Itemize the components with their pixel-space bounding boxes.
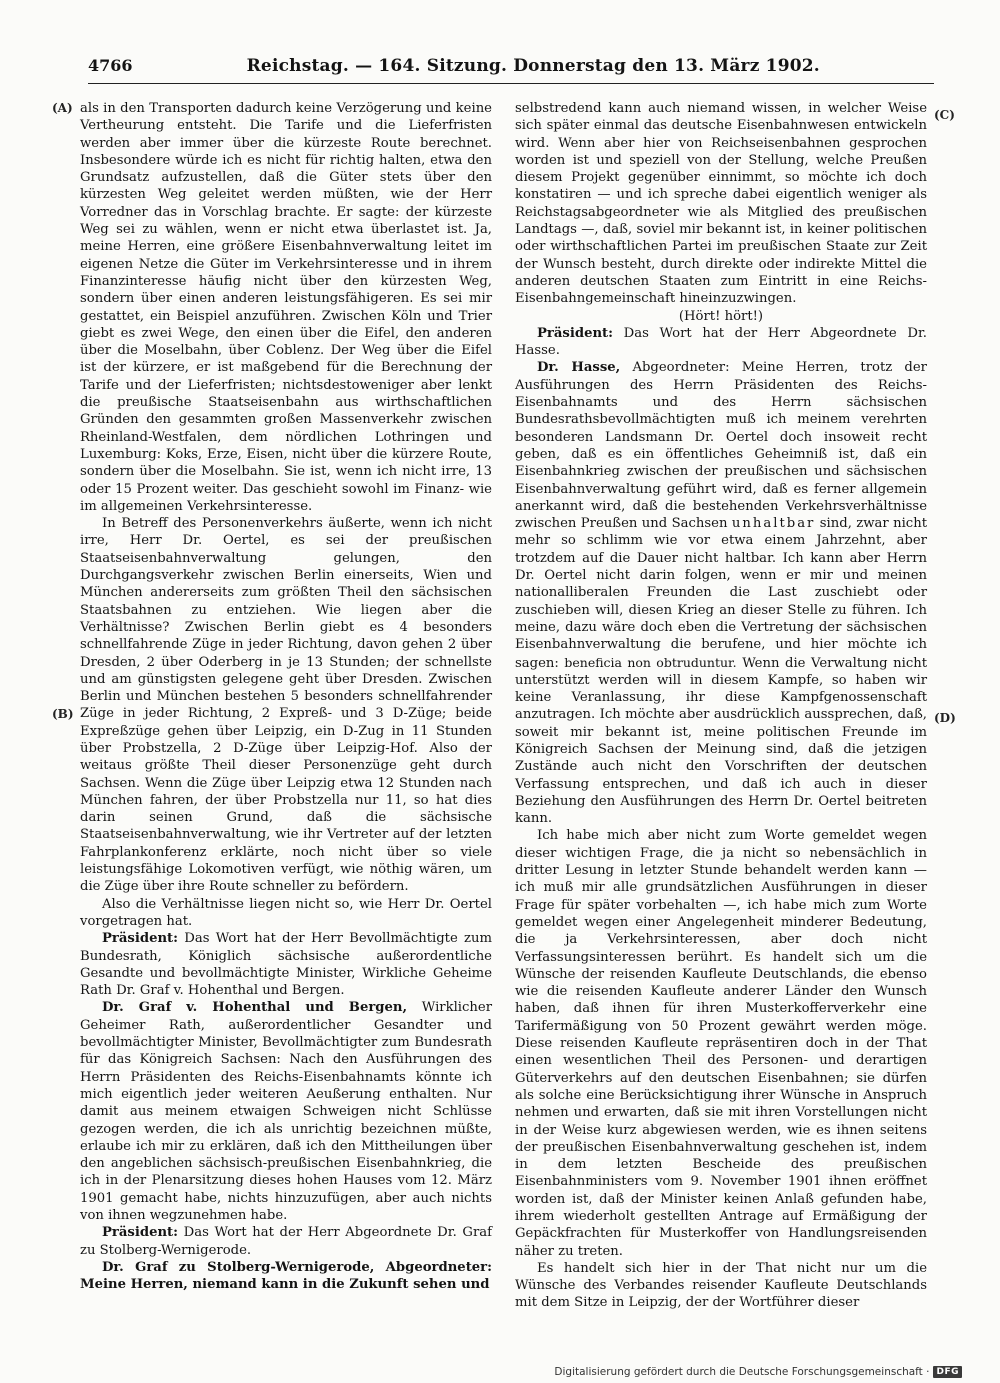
page-header xyxy=(88,56,934,86)
speech-paragraph xyxy=(80,930,492,999)
speech-text: Wenn die Verwaltung nicht unterstützt werden will in diesem Kampfe, so haben wir keine Veranlassung, ihr diese Kampfgenossenschaft anzutragen. Ich möchte aber ausdrücklich aussprechen, daß, soweit mir bekannt ist, meine politischen Freunde im Königreich Sachsen der Meinung sind, daß die jetzigen Zustände auch nicht den Vorschriften der deutschen Verfassung entsprechen, und daß ich auch in dieser Beziehung den Ausführungen des Herrn Dr. Oertel beitreten kann. xyxy=(515,655,927,827)
margin-marker-a: (A) xyxy=(52,101,73,115)
latin-phrase: beneficia non obtruduntur. xyxy=(564,654,737,670)
spaced-emphasis: unhaltbar xyxy=(731,516,816,532)
speech-paragraph xyxy=(515,325,927,360)
page-number: 4766 xyxy=(88,56,133,75)
speech-paragraph xyxy=(515,359,927,827)
header-rule xyxy=(88,83,934,84)
speech-text: Abgeordneter: Meine Herren, trotz der Ausführungen des Herrn Präsidenten des Reichs-Eisenbahnamts und des Herrn sächsischen Bundesrathsbevollmächtigten muß ich meinem verehrten besonderen Landsmann Dr. Oertel doch insoweit recht geben, daß es ein öffentliches Geheimniß ist, daß ein Eisenbahnkrieg zwischen der preußischen und sächsischen Eisenbahnverwaltung geführt wird, daß es ferner allgemein anerkannt wird, daß die bestehenden Verkehrsverhältnisse zwischen Preußen und Sachsen xyxy=(515,360,927,532)
speech-paragraph xyxy=(80,1259,492,1294)
paragraph: selbstredend kann auch niemand wissen, in welcher Weise sich später einmal das deutsche Eisenbahnwesen entwickeln wird. Wenn aber hier von Reichseisenbahnen gesprochen worden ist und speziell von der Stellung, welche Preußen diesem Projekt gegenüber einnimmt, so möchte ich doch konstatiren — und ich spreche dabei eigentlich weniger als Reichstagsabgeordneter wie als Mitglied des preußischen Landtags —, daß, soviel mir bekannt ist, in keiner politischen oder wirthschaftlichen Partei im preußischen Staate zur Zeit der Wunsch besteht, durch direkte oder indirekte Mittel die anderen deutschen Staaten zum Eintritt in eine Reichs-Eisenbahngemeinschaft hineinzuzwingen. xyxy=(515,101,927,307)
footer-text: Digitalisierung gefördert durch die Deutsche Forschungsgemeinschaft · xyxy=(554,1366,930,1378)
speech-text: Abgeordneter: Meine Herren, niemand kann in die Zukunft sehen und xyxy=(80,1259,492,1293)
left-column xyxy=(80,100,492,1293)
speaker-name: Dr. Hasse, xyxy=(537,360,621,376)
speech-text: Das Wort hat der Herr Abgeordnete Dr. Hasse. xyxy=(515,325,927,359)
speech-text: sind, zwar nicht mehr so schlimm wie vor etwa einem Jahrzehnt, aber trotzdem auf die Dauer nicht haltbar. Ich kann aber Herrn Dr. Oertel nicht darin folgen, wenn er mir und meinen nationalliberalen Freunden die Last zuschiebt oder zuschieben will, diesen Krieg an dieser Stelle zu führen. Ich meine, dazu wäre doch eben die Vertretung der sächsischen Eisenbahnverwaltung die berufene, und hier möchte ich sagen: xyxy=(515,516,927,671)
speech-text: Das Wort hat der Herr Abgeordnete Dr. Graf zu Stolberg-Wernigerode. xyxy=(80,1225,492,1258)
speech-text: Wirklicher Geheimer Rath, außerordentlicher Gesandter und bevollmächtigter Minister, Bevollmächtigter zum Bundesrath für das Königreich Sachsen: Nach den Ausführungen des Herrn Präsidenten des Reichs-Eisenbahnamts könnte ich mich eigentlich jeder weiteren Aeußerung enthalten. Nur damit aus meinem etwaigen Schweigen nicht Schlüsse gezogen werden, die ich als unrichtig bezeichnen müßte, erlaube ich mir zu erklären, daß ich den Mittheilungen über den angeblichen sächsisch-preußischen Eisenbahnkrieg, die ich in der Plenarsitzung dieses hohen Hauses vom 12. März 1901 gemacht habe, nichts hinzuzufügen, aber auch nichts von ihnen wegzunehmen habe. xyxy=(80,1000,492,1223)
speaker-name: Dr. Graf zu Stolberg-Wernigerode, xyxy=(102,1259,375,1275)
paragraph: Ich habe mich aber nicht zum Worte gemeldet wegen dieser wichtigen Frage, die ja nicht so nebensächlich in dritter Lesung in letzter Stunde behandelt werden kann — ich muß mir alle grundsätzlichen Ausführungen in dieser Frage für später vorbehalten —, ich habe mich zum Worte gemeldet wegen einer Angelegenheit minderer Bedeutung, die ja Verkehrsinteressen, aber doch nicht Verfassungsinteressen berührt. Es handelt sich um die Wünsche der reisenden Kaufleute Deutschlands, die ebenso wie die reisenden Kaufleute anderer Länder den Wunsch haben, daß ihnen für ihren Musterkofferverkehr eine Tarifermäßigung von 50 Prozent gewährt werden möge. Diese reisenden Kaufleute repräsentiren doch in der That einen wesentlichen Theil des Personen- und derartigen Güterverkehrs auf den deutschen Eisenbahnen; sie dürfen als solche eine Berücksichtigung ihrer Wünsche in Anspruch nehmen und erwarten, daß sie mit ihren Vorstellungen nicht in der Weise kurz abgewiesen werden, wie es ihnen seitens der preußischen Eisenbahnverwaltung geschehen ist, indem in dem letzten Bescheide des preußischen Eisenbahnministers vom 9. November 1901 ihnen eröffnet worden ist, daß der Minister keinen Anlaß gefunden habe, ihrem wiederholt gestellten Antrage auf Ermäßigung der Gepäckfrachten für Musterkoffer von Handlungsreisenden näher zu treten. xyxy=(515,828,927,1259)
paragraph: Es handelt sich hier in der That nicht nur um die Wünsche des Verbandes reisender Kaufleute Deutschlands mit dem Sitze in Leipzig, der der Wortführer dieser xyxy=(515,1260,927,1311)
speech-paragraph xyxy=(80,1224,492,1259)
paragraph: als in den Transporten dadurch keine Verzögerung und keine Vertheurung entsteht. Die Tarife und die Lieferfristen werden aber immer über die kürzeste Route berechnet. Insbesondere würde ich es nicht für richtig halten, etwa den Grundsatz aufzustellen, daß die Güter stets über den kürzesten Weg geleitet werden müßten, wie der Herr Vorredner das in Vorschlag brachte. Er sagte: der kürzeste Weg sei zu wählen, wenn er nicht etwa überlastet ist. Ja, meine Herren, eine größere Eisenbahnverwaltung leitet im eigenen Netze die Güter im Verkehrsinteresse und in ihrem Finanzinteresse häufig nicht über den kürzesten Weg, sondern über einen anderen leistungsfähigeren. Es sei mir gestattet, ein Beispiel anzuführen. Zwischen Köln und Trier giebt es zwei Wege, den einen über die Eifel, den anderen über die Moselbahn, über Coblenz. Der Weg über die Eifel ist der kürzere, er ist maßgebend für die Berechnung der Tarife und der Lieferfristen; nichtsdestoweniger aber lenkt die preußische Staatseisenbahn aus wirthschaftlichen Gründen den gesammten großen Massenverkehr zwischen Rheinland-Westfalen, dem nördlichen Lothringen und Luxemburg: Koks, Erze, Eisen, nicht über die kürzere Route, sondern über die Moselbahn. Sie ist, wenn ich nicht irre, 13 oder 15 Prozent weiter. Das geschieht sowohl im Finanz- wie im allgemeinen Verkehrsinteresse. xyxy=(80,101,492,514)
margin-marker-d: (D) xyxy=(934,711,956,725)
speaker-name: Präsident: xyxy=(537,325,614,341)
paragraph: Also die Verhältnisse liegen nicht so, wie Herr Dr. Oertel vorgetragen hat. xyxy=(80,896,492,929)
margin-marker-b: (B) xyxy=(52,707,74,721)
margin-marker-c: (C) xyxy=(934,108,955,122)
digitization-footer xyxy=(554,1366,962,1378)
speech-text: Das Wort hat der Herr Bevollmächtigte zum Bundesrath, Königlich sächsische außerordentliche Gesandte und bevollmächtigte Minister, Wirkliche Geheime Rath Dr. Graf v. Hohenthal und Bergen. xyxy=(80,931,492,999)
speaker-name: Dr. Graf v. Hohenthal und Bergen, xyxy=(102,1000,408,1016)
speaker-name: Präsident: xyxy=(102,1225,179,1241)
paragraph: In Betreff des Personenverkehrs äußerte, wenn ich nicht irre, Herr Dr. Oertel, es sei der preußischen Staatseisenbahnverwaltung gelungen, den Durchgangsverkehr zwischen Berlin einerseits, Wien und München andererseits zum größten Theil den sächsischen Staatsbahnen zu entziehen. Wie liegen aber die Verhältnisse? Zwischen Berlin giebt es 4 besonders schnellfahrende Züge in jeder Richtung, davon gehen 2 über Dresden, 2 über Oderberg in je 13 Stunden; der schnellste und am günstigsten gelegene geht über Dresden. Zwischen Berlin und München bestehen 5 besonders schnellfahrender Züge in jeder Richtung, 2 Expreß- und 3 D-Züge; beide Expreßzüge gehen über Leipzig, ein D-Zug in 11 Stunden über Probstzella, 2 D-Züge über Leipzig-Hof. Also der weitaus größte Theil dieser Personenzüge geht durch Sachsen. Wenn die Züge über Leipzig etwa 12 Stunden nach München fahren, der über Probstzella nur 11, so hat dies darin seinen Grund, daß die sächsische Staatseisenbahnverwaltung, wie ihr Vertreter auf der letzten Fahrplankonferenz erklärte, noch nicht über so viele leistungsfähige Lokomotiven verfügt, wie nöthig wären, um die Züge über ihre Route schneller zu befördern. xyxy=(80,516,492,895)
interjection: (Hört! hört!) xyxy=(678,308,764,324)
right-column xyxy=(515,100,927,1312)
speaker-name: Präsident: xyxy=(102,931,179,947)
running-head: Reichstag. — 164. Sitzung. Donnerstag den 13. März 1902. xyxy=(246,56,820,76)
dfg-logo-icon: DFG xyxy=(933,1366,962,1378)
speech-paragraph xyxy=(80,999,492,1224)
